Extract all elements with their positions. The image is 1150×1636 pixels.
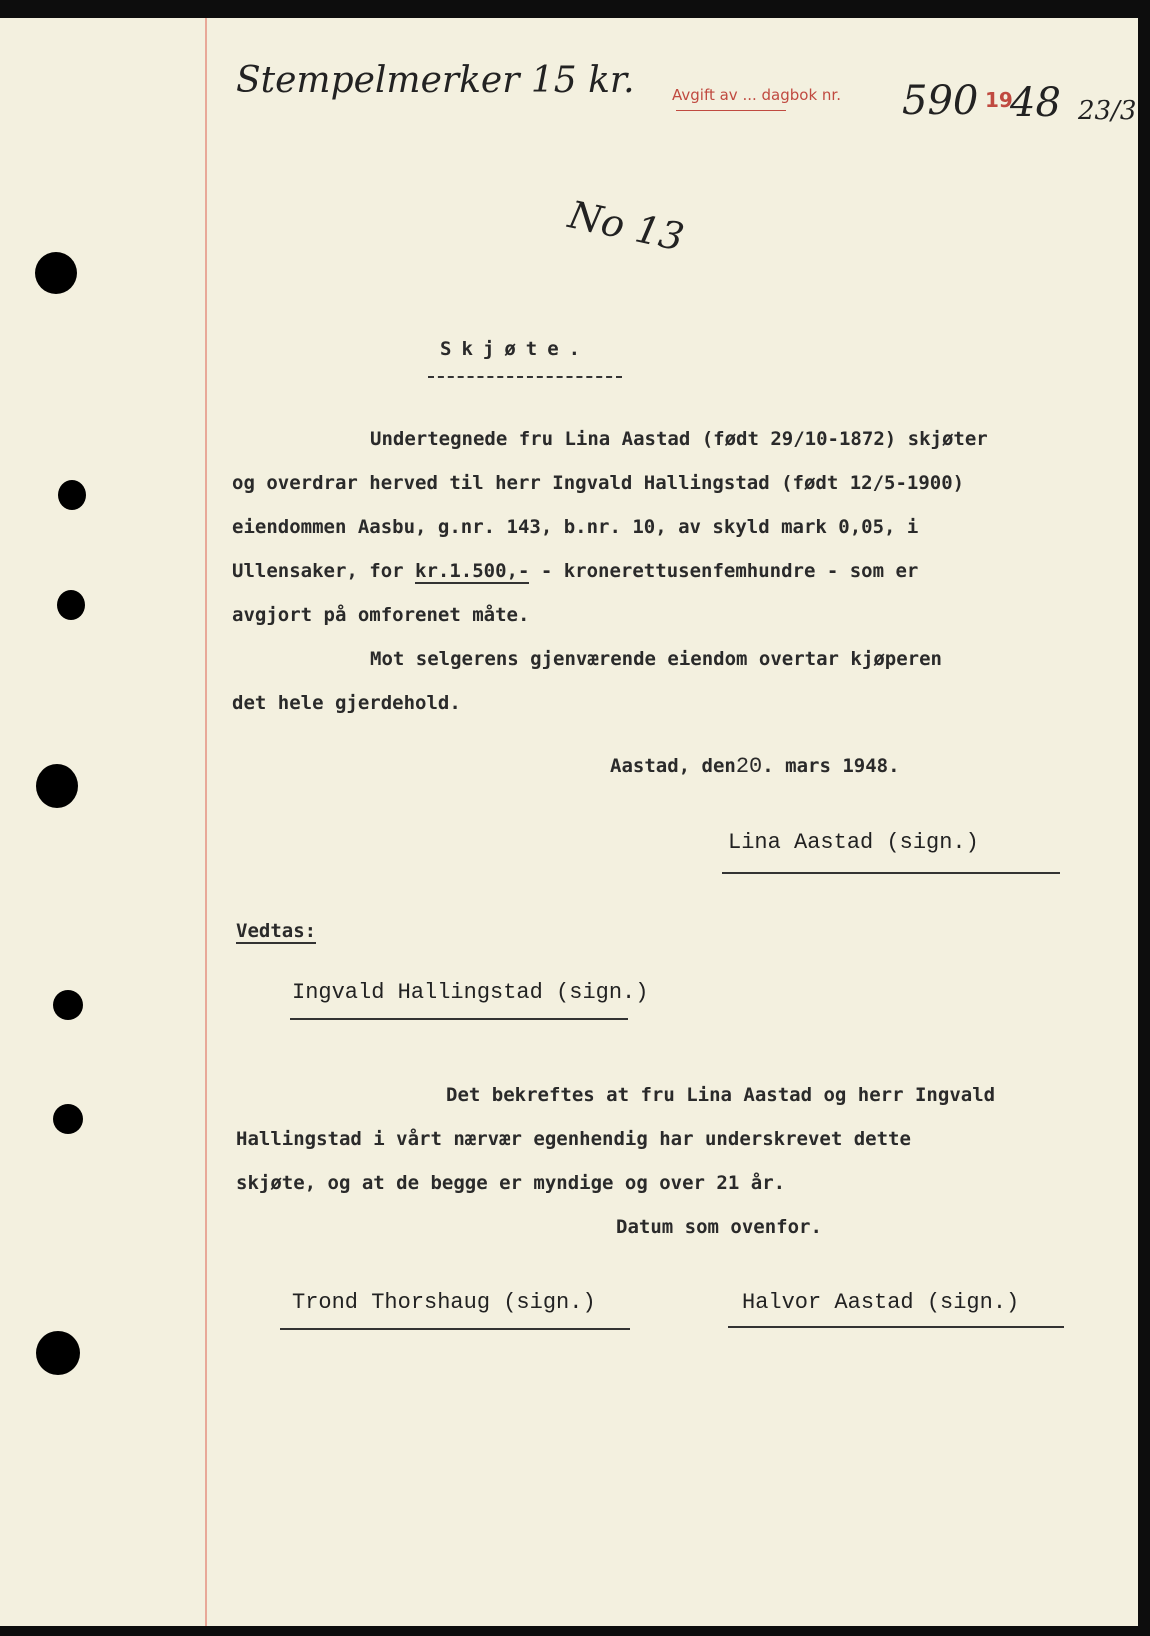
confirmation-line: skjøte, og at de begge er myndige og over 21 år.	[236, 1172, 786, 1194]
punch-hole	[58, 480, 86, 510]
place-date-suffix: . mars 1948.	[762, 755, 900, 777]
body-line: avgjort på omforenet måte.	[232, 604, 530, 626]
date-note: 23/3	[1078, 96, 1137, 126]
witness-signature: Halvor Aastad (sign.)	[742, 1290, 1020, 1315]
body-text: Ullensaker, for	[232, 560, 416, 582]
body-line: og overdrar herved til herr Ingvald Hallingstad (født 12/5-1900)	[232, 472, 965, 494]
price-in-words: - kronerettusenfemhundre - som er	[529, 560, 919, 582]
punch-hole	[57, 590, 85, 620]
body-line: Mot selgerens gjenværende eiendom overtar kjøperen	[370, 648, 942, 670]
witness-signature-line	[280, 1328, 630, 1330]
document-number: No 13	[564, 192, 688, 260]
body-line	[232, 560, 918, 582]
confirmation-closing: Datum som ovenfor.	[616, 1216, 822, 1238]
red-stamp: Avgift av ... dagbok nr.	[672, 86, 841, 104]
purchase-price: kr.1.500,-	[415, 560, 530, 582]
year-suffix: 48	[1010, 80, 1061, 126]
document-title: Skjøte.	[440, 338, 591, 360]
margin-line	[205, 18, 207, 1626]
place-date-prefix: Aastad, den	[610, 755, 736, 777]
witness-signature: Trond Thorshaug (sign.)	[292, 1290, 596, 1315]
punch-hole	[36, 1331, 80, 1375]
buyer-signature-line	[290, 1018, 628, 1020]
punch-hole	[35, 252, 77, 294]
dagbok-number: 590	[902, 78, 979, 124]
body-line: det hele gjerdehold.	[232, 692, 461, 714]
year-prefix: 19	[985, 88, 1013, 112]
stamp-note: Stempelmerker 15 kr.	[236, 60, 635, 101]
seller-signature-line	[722, 872, 1060, 874]
place-date-day: 20	[735, 754, 763, 779]
witness-signature-line	[728, 1326, 1064, 1328]
stamp-underline	[676, 110, 786, 111]
body-line: eiendommen Aasbu, g.nr. 143, b.nr. 10, av skyld mark 0,05, i	[232, 516, 919, 538]
seller-signature: Lina Aastad (sign.)	[728, 830, 979, 855]
document-page	[0, 18, 1138, 1626]
buyer-signature: Ingvald Hallingstad (sign.)	[292, 980, 649, 1005]
confirmation-line: Det bekreftes at fru Lina Aastad og herr Ingvald	[446, 1084, 996, 1106]
place-date	[610, 754, 900, 779]
witness-heading: Vedtas:	[236, 920, 317, 942]
punch-hole	[53, 990, 83, 1020]
title-underline	[428, 376, 622, 378]
punch-hole	[36, 764, 78, 808]
confirmation-line: Hallingstad i vårt nærvær egenhendig har underskrevet dette	[236, 1128, 911, 1150]
body-line: Undertegnede fru Lina Aastad (født 29/10-1872) skjøter	[370, 428, 988, 450]
punch-hole	[53, 1104, 83, 1134]
